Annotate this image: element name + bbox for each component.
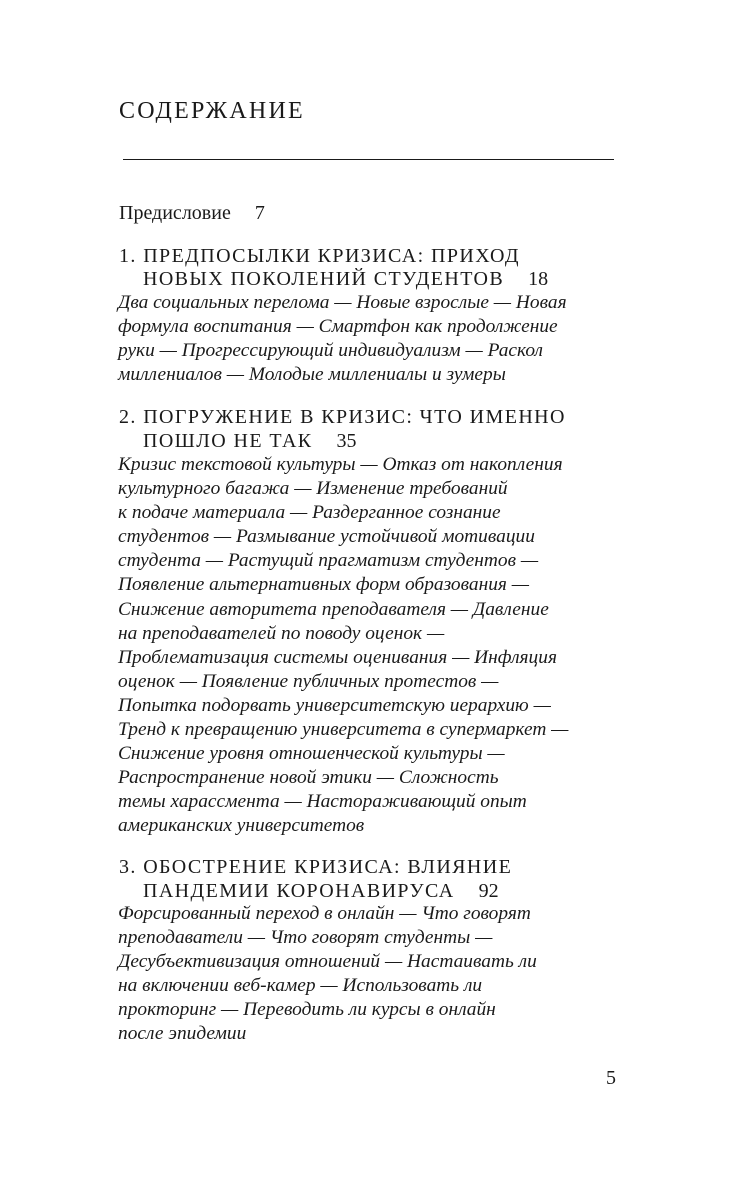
- summary-line: оценок — Появление публичных протестов —: [118, 670, 499, 692]
- summary-line: Два социальных перелома — Новые взрослые — Новая: [118, 292, 567, 313]
- summary-line: руки — Прогрессирующий индивидуализм — Раскол: [118, 340, 543, 362]
- chapter-3-heading-text: ПАНДЕМИИ КОРОНАВИРУСА: [143, 880, 455, 902]
- chapter-1-summary: [118, 291, 623, 387]
- chapter-1-heading-line1[interactable]: 1. ПРЕДПОСЫЛКИ КРИЗИСА: ПРИХОД: [119, 245, 520, 267]
- toc-entry-label: Предисловие: [119, 202, 231, 224]
- chapter-3-heading-line2[interactable]: [143, 879, 499, 903]
- summary-line: студента — Растущий прагматизм студентов —: [118, 550, 539, 572]
- chapter-1-page-number: 18: [528, 268, 549, 290]
- summary-line: Попытка подорвать университетскую иерархию —: [118, 694, 551, 716]
- summary-line: Тренд к превращению университета в супермаркет —: [118, 719, 569, 741]
- chapter-1-heading-line2[interactable]: [143, 267, 548, 291]
- chapter-2-heading-text: ПОШЛО НЕ ТАК: [143, 430, 313, 452]
- summary-line: на включении веб-камер — Использовать ли: [118, 975, 483, 997]
- summary-line: культурного багажа — Изменение требований: [118, 478, 508, 500]
- summary-line: миллениалов — Молодые миллениалы и зумеры: [118, 364, 506, 386]
- summary-line: Распространение новой этики — Сложность: [118, 767, 499, 789]
- summary-line: формула воспитания — Смартфон как продолжение: [118, 316, 558, 338]
- summary-line: Проблематизация системы оценивания — Инфляция: [118, 646, 557, 668]
- summary-line: студентов — Размывание устойчивой мотивации: [118, 526, 535, 548]
- chapter-3-page-number: 92: [478, 880, 499, 902]
- summary-line: на преподавателей по поводу оценок —: [118, 622, 445, 644]
- page-title: СОДЕРЖАНИЕ: [119, 98, 305, 124]
- chapter-2-heading-line1[interactable]: 2. ПОГРУЖЕНИЕ В КРИЗИС: ЧТО ИМЕННО: [119, 406, 566, 428]
- page-number: 5: [606, 1067, 616, 1089]
- summary-line: американских университетов: [118, 815, 365, 837]
- chapter-2-page-number: 35: [336, 430, 357, 452]
- chapter-2-heading-line2[interactable]: [143, 429, 357, 453]
- summary-line: преподаватели — Что говорят студенты —: [118, 927, 493, 949]
- summary-line: после эпидемии: [118, 1023, 247, 1045]
- summary-line: Снижение авторитета преподавателя — Давление: [118, 598, 549, 620]
- toc-page-number: 7: [254, 202, 265, 224]
- title-divider: [123, 159, 614, 160]
- summary-line: Кризис текстовой культуры — Отказ от накопления: [118, 454, 563, 475]
- summary-line: прокторинг — Переводить ли курсы в онлайн: [118, 999, 496, 1021]
- summary-line: к подаче материала — Раздерганное сознание: [118, 502, 501, 524]
- toc-entry-preface[interactable]: [119, 201, 265, 225]
- summary-line: темы харассмента — Настораживающий опыт: [118, 791, 527, 813]
- summary-line: Появление альтернативных форм образования —: [118, 574, 529, 596]
- summary-line: Снижение уровня отношенческой культуры —: [118, 743, 505, 765]
- chapter-2-summary: [118, 453, 623, 839]
- summary-line: Десубъективизация отношений — Настаивать ли: [118, 951, 537, 973]
- chapter-1-heading-text: НОВЫХ ПОКОЛЕНИЙ СТУДЕНТОВ: [143, 268, 505, 290]
- chapter-3-summary: [118, 902, 623, 1047]
- chapter-3-heading-line1[interactable]: 3. ОБОСТРЕНИЕ КРИЗИСА: ВЛИЯНИЕ: [119, 856, 513, 878]
- summary-line: Форсированный переход в онлайн — Что говорят: [118, 903, 531, 924]
